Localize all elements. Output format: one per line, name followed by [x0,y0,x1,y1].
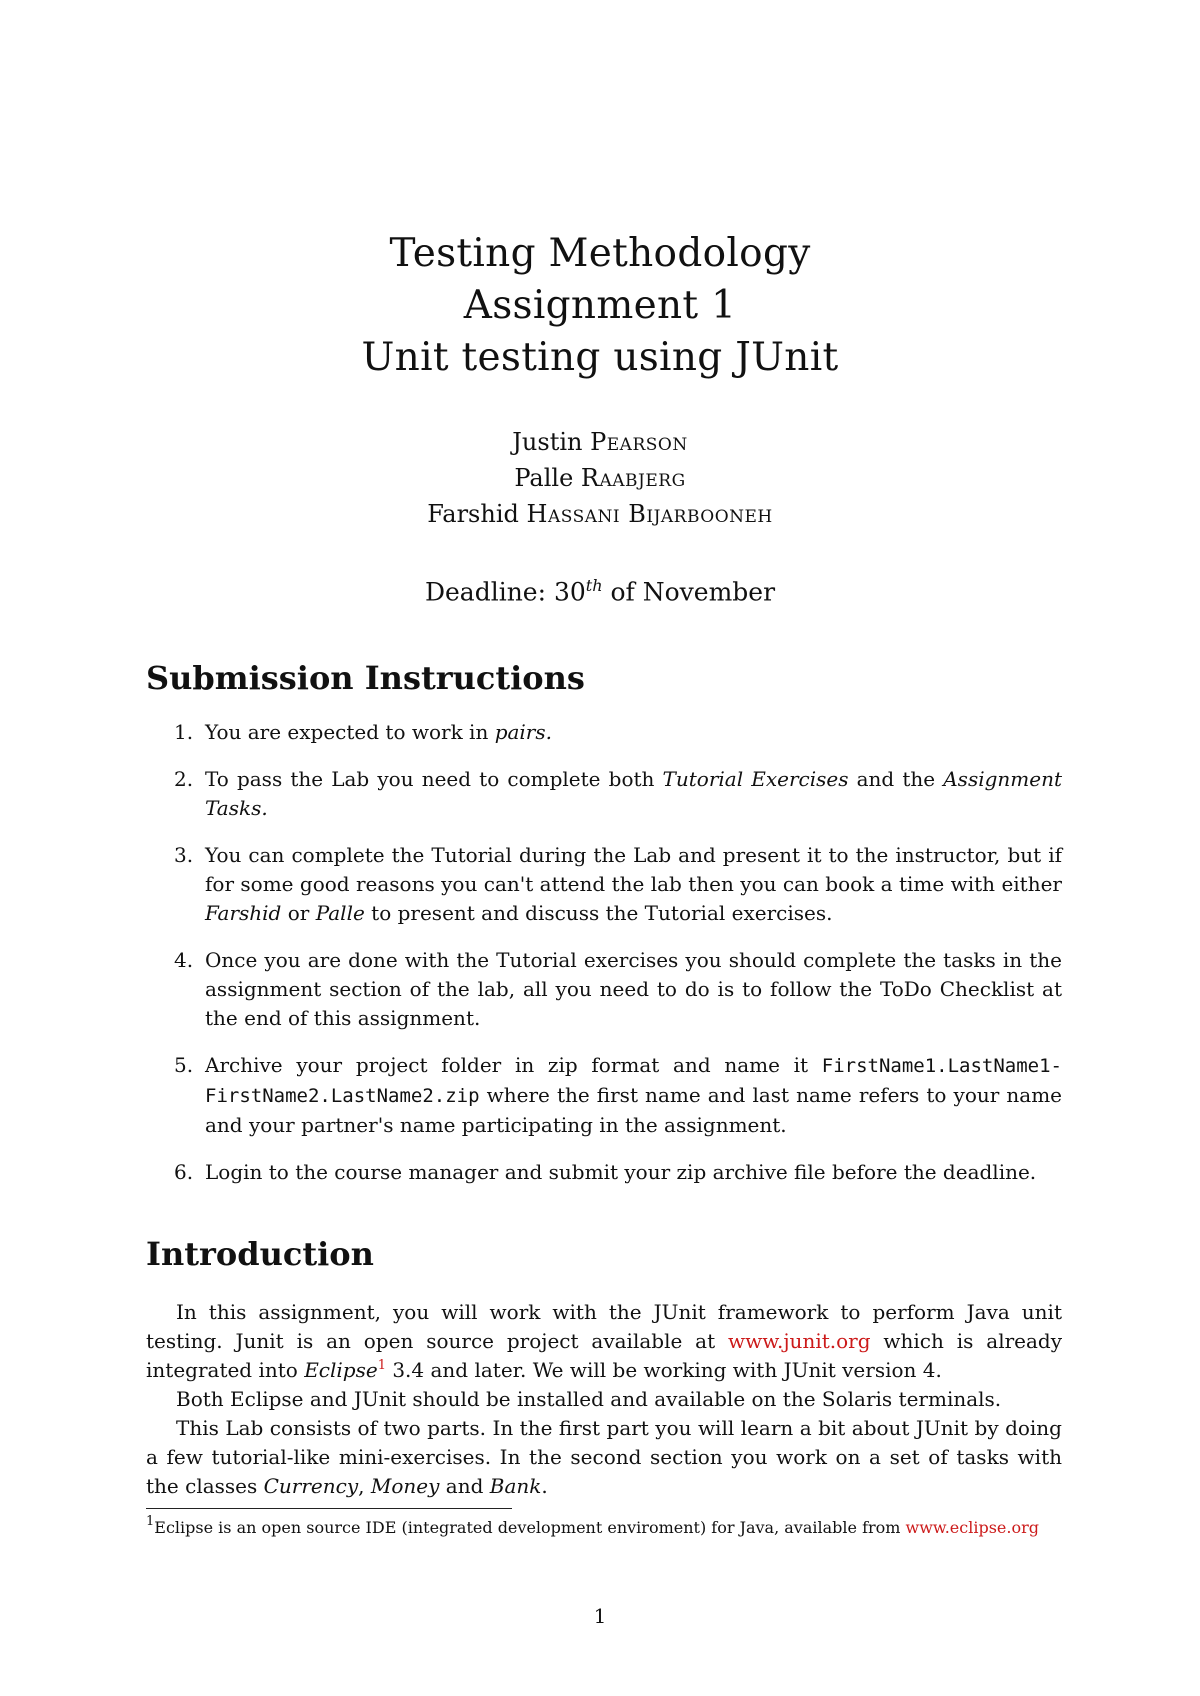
intro-paragraph: This Lab consists of two parts. In the first part you will learn a bit about JUnit by doing a few tutorial-like mini-exercises. In the second section you work on a set of tasks with the classes Currency, Money and Bank. [146,1416,1062,1498]
intro-paragraph: Both Eclipse and JUnit should be installed and available on the Solaris terminals. [176,1387,1002,1411]
introduction-body [146,1298,1062,1501]
list-item: 5. Archive your project folder in zip format and name it FirstName1.LastName1-FirstName2.LastName2.zip where the first name and last name refers to your name and your partner's name participating in the assignment. [174,1053,1062,1137]
footnote-divider [146,1508,512,1509]
title-block [0,228,1200,384]
deadline: Deadline: 30th of November [424,576,776,607]
intro-paragraph: In this assignment, you will work with the JUnit framework to perform Java unit testing. Junit is an open source project available at www.junit.org which is already integrated into Eclipse$^1$ 3.4 and later. We will be working with JUnit version 4. [146,1300,1063,1382]
footnote-marker[interactable]: 1 [377,1358,386,1373]
document-title: Testing Methodology [389,231,811,276]
list-item: 2. To pass the Lab you need to complete both Tutorial Exercises and the Assignment Tasks. [174,767,1063,820]
authors-block [0,424,1200,532]
junit-link[interactable]: www.junit.org [728,1329,871,1353]
author: Justin Pearson [512,428,688,456]
eclipse-link[interactable]: www.eclipse.org [905,1518,1039,1537]
archive-filename: FirstName1.LastName1-FirstName2.LastName2.zip [205,1055,1062,1107]
footnote: $^1$Eclipse is an open source IDE (integrated development enviroment) for Java, available from www.eclipse.org [146,1514,1039,1537]
author: Farshid Hassani Bijarbooneh [427,500,773,528]
list-item: 3. You can complete the Tutorial during the Lab and present it to the instructor, but if for some good reasons you can't attend the lab then you can book a time with either Farshid or Palle to present and discuss the Tutorial exercises. [174,843,1062,925]
submission-list [146,718,1062,1205]
list-item: 1. You are expected to work in pairs. [174,720,552,744]
document-subtitle: Unit testing using JUnit [361,335,839,380]
assignment-number: Assignment 1 [463,283,737,328]
page-number: 1 [593,1604,607,1628]
introduction-heading: Introduction [146,1235,374,1273]
submission-heading: Submission Instructions [146,659,585,697]
list-item: 4. Once you are done with the Tutorial exercises you should complete the tasks in the assignment section of the lab, all you need to do is to follow the ToDo Checklist at the end of this assignment. [174,948,1062,1030]
author: Palle Raabjerg [514,464,686,492]
list-item: 6. Login to the course manager and submit your zip archive file before the deadline. [174,1160,1037,1184]
